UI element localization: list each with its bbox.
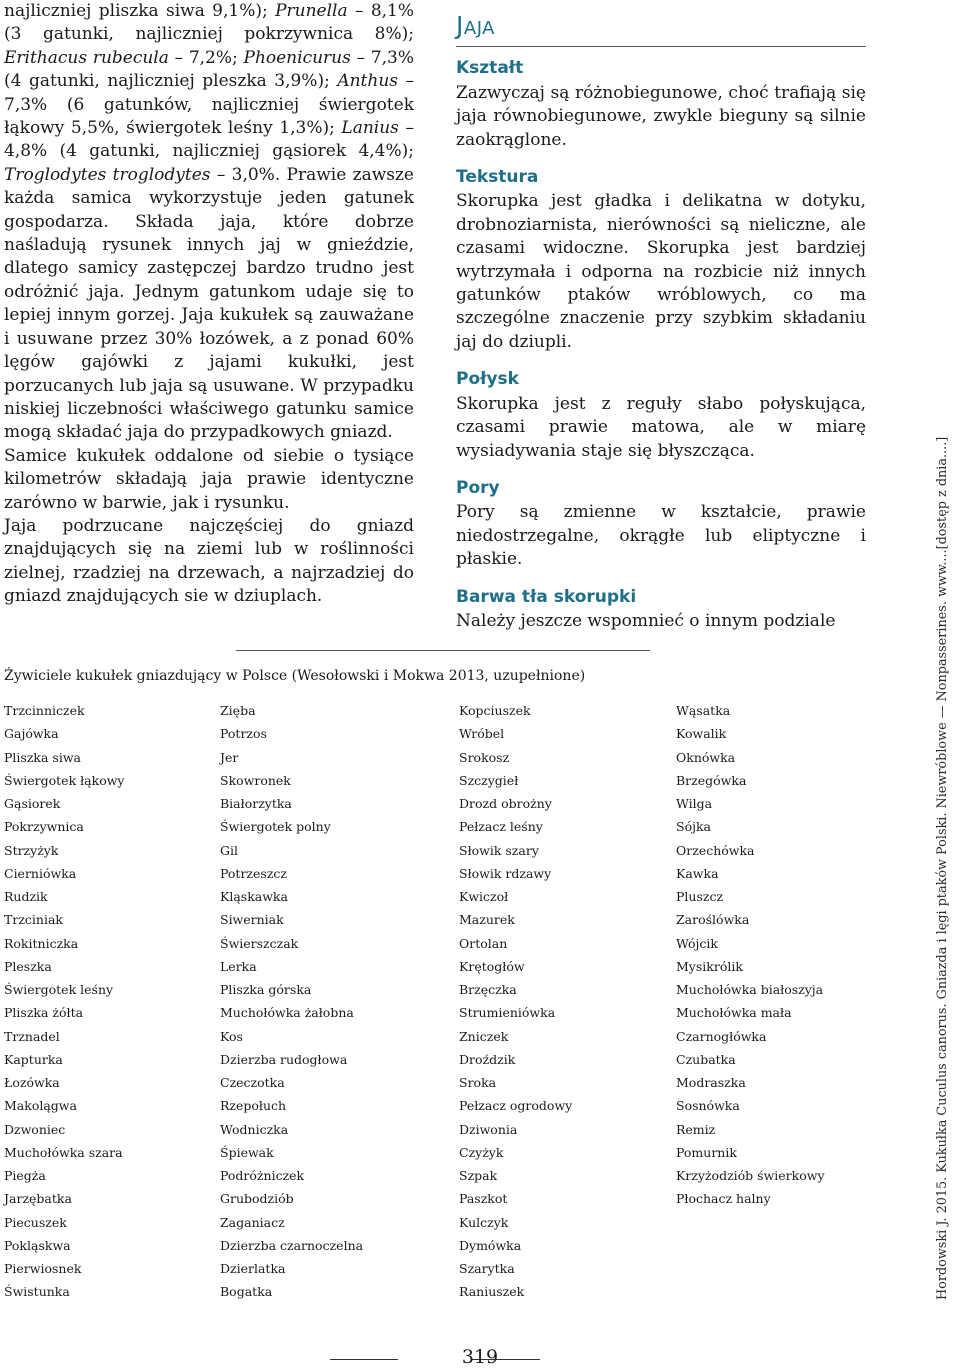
table-cell: Czeczotka [220,1075,285,1090]
table-cell: Droździk [459,1051,516,1067]
table-cell: Kapturka [4,1051,63,1067]
table-cell: Słowik szary [459,842,539,858]
taxon-name: Troglodytes troglodytes [4,164,211,185]
taxon-name: Anthus [337,71,398,92]
heading-pores: Pory [456,477,500,498]
table-cell: Podróżniczek [220,1168,305,1183]
table-cell: Piegża [4,1168,46,1183]
table-cell: Kopciuszek [459,703,531,718]
table-cell: Srokosz [459,749,510,765]
text-run: – 3,0%. Prawie zawsze każda samica wykorzystuje jeden gatunek gospodarza. Składa jaja, które dobrze naśladują rysunek innych jaj w gnieździe, dlatego samicy zastępczej bardzo trudno jest odróżnić jaja. Jednym gatunkom udaje się to lepiej innym gorzej. Jaja kukułek są zauważane i usuwane przez 30% łozówek, a z ponad 60% lęgów gajówki z jajami kukułki, jest porzucanych lub jaja są usuwane. W przypadku niskiej liczebności właściwego gatunku samice mogą składać jaja do przypadkowych gniazd. [4,164,414,443]
left-paragraph-2: Samice kukułek oddalone od siebie o tysiące kilometrów składają jaja prawie identyczne zarówno w barwie, jak i rysunku. [4,445,414,513]
table-cell: Sójka [676,819,711,835]
table-cell: Zięba [220,703,256,718]
table-cell: Rudzik [4,889,48,904]
table-cell: Wróbel [459,726,505,742]
text-gloss: Skorupka jest z reguły słabo połyskująca, czasami prawie matowa, ale w miarę wysiadywania staje się błyszcząca. [456,393,866,461]
table-cell: Szpak [459,1168,498,1183]
text-run: – 7,3% (6 gatunków, najliczniej świergotek łąkowy 5,5%, świergotek leśny 1,3%); [4,71,415,139]
table-cell: Dzierlatka [220,1261,286,1276]
table-cell: Pliszka górska [220,982,312,997]
table-cell: Kulczyk [459,1214,509,1230]
table-cell: Zaganiacz [220,1214,285,1230]
table-cell: Pliszka żółta [4,1005,84,1021]
table-cell: Strumieniówka [459,1005,556,1021]
taxon-name: Erithacus rubecula [4,47,169,68]
table-cell: Lerka [220,958,257,974]
table-cell: Strzyżyk [4,842,59,858]
table-cell: Rzepołuch [220,1098,287,1114]
table-cell: Grubodziób [220,1191,294,1207]
taxon-name: Prunella [275,1,348,21]
table-cell: Oknówka [676,749,736,765]
table-cell: Ortolan [459,935,508,951]
table-cell: Bogatka [220,1284,273,1300]
table-cell: Słowik rdzawy [459,865,552,881]
table-cell: Wójcik [676,935,718,951]
left-column [4,0,414,609]
heading-gloss: Połysk [456,369,519,390]
table-cell: Dymówka [459,1237,522,1253]
heading-shape: Kształt [456,58,524,79]
left-paragraph-1 [4,0,414,445]
table-caption: Żywiciele kukułek gniazdujący w Polsce (Wesołowski i Mokwa 2013, uzupełnione) [4,668,586,684]
table-cell: Gajówka [4,726,59,742]
table-column-4 [676,702,825,1214]
text-shape: Zazwyczaj są różnobiegunowe, choć trafiają się jaja równobiegunowe, zwykle bieguny są silnie zaokrąglone. [456,82,866,150]
table-cell: Remiz [676,1121,716,1137]
table-cell: Świergotek polny [220,819,331,835]
table-cell: Muchołówka żałobna [220,1005,354,1021]
table-cell: Dzierzba rudogłowa [220,1051,348,1067]
table-column-1 [4,702,125,1307]
heading-texture: Tekstura [456,167,539,188]
table-cell: Szczygieł [459,772,519,788]
table-column-2 [220,702,363,1307]
table-cell: Dzierzba czarnoczelna [220,1237,364,1253]
text-shell-color: Należy jeszcze wspomnieć o innym podziale [456,610,836,631]
table-cell: Szarytka [459,1261,515,1276]
table-cell: Gąsiorek [4,796,61,811]
table-cell: Krzyżodziób świerkowy [676,1168,825,1183]
table-cell: Siwerniak [220,912,284,928]
table-cell: Pomurnik [676,1144,737,1160]
table-cell: Potrzos [220,726,267,742]
table-cell: Rokitniczka [4,935,79,951]
citation-sidebar: Hordowski J. 2015. Kukułka Cuculus canorus. Gniazda i lęgi ptaków Polski. Niewróblowe — Nonpasserines. www....[dostęp z dnia....] [935,436,950,1300]
text-run: – 4,8% (4 gatunki, najliczniej gąsiorek 4,4%); [4,118,414,162]
page-number: 319 [461,1346,499,1368]
text-run: – 8,1% (3 gatunki, najliczniej pokrzywnica 8%); [4,1,415,45]
table-cell: Świstunka [4,1284,70,1300]
table-cell: Sosnówka [676,1098,740,1114]
table-cell: Krętogłów [459,958,525,974]
table-cell: Muchołówka białoszyja [676,982,824,997]
table-cell: Kląskawka [220,889,288,904]
table-cell: Kowalik [676,726,727,742]
table-cell: Zniczek [459,1028,509,1044]
text-run: najliczniej pliszka siwa 9,1%); [4,1,276,21]
table-cell: Płochacz halny [676,1191,771,1207]
table-cell: Drozd obrożny [459,796,552,811]
divider [236,650,650,651]
table-cell: Świergotek leśny [4,982,114,997]
right-column [456,11,866,633]
table-cell: Pierwiosnek [4,1261,82,1276]
table-cell: Modraszka [676,1075,746,1090]
title-initial: J [456,11,464,40]
table-cell: Cierniówka [4,865,77,881]
table-cell: Skowronek [220,772,291,788]
table-cell: Orzechówka [676,842,755,858]
left-paragraph-3: Jaja podrzucane najczęściej do gniazd znajdujących się na ziemi lub w roślinności zielnej, rzadziej na drzewach, a najrzadziej do gniazd znajdujących sie w dziuplach. [4,515,414,607]
table-column-3 [459,702,572,1307]
title-rest: AJA [463,18,495,39]
text-pores: Pory są zmienne w kształcie, prawie niedostrzegalne, okrągłe lub eliptyczne i płaskie. [456,502,866,570]
taxon-name: Lanius [341,118,399,139]
table-cell: Mysikrólik [676,958,743,974]
text-texture: Skorupka jest gładka i delikatna w dotyku, drobnoziarnista, nierówności są nieliczne, ale czasami widoczne. Skorupka jest bardziej wytrzymała i odporna na rozbicie niż innych gatunków ptaków wróblowych, co ma szczególne znaczenie przy szybkim składaniu jaj do dziupli. [456,191,866,352]
table-cell: Jarzębatka [4,1191,72,1207]
table-cell: Dziwonia [459,1121,518,1137]
table-cell: Potrzeszcz [220,865,287,881]
table-cell: Pełzacz ogrodowy [459,1098,573,1114]
table-cell: Muchołówka szara [4,1144,123,1160]
table-cell: Pliszka siwa [4,749,81,765]
table-cell: Kwiczoł [459,889,509,904]
table-cell: Białorzytka [220,796,292,811]
table-cell: Raniuszek [459,1284,525,1300]
text-run: – 7,2%; [168,47,244,68]
table-cell: Sroka [459,1075,497,1090]
table-cell: Wąsatka [676,703,731,718]
table-cell: Pełzacz leśny [459,819,543,835]
table-cell: Brzegówka [676,772,747,788]
table-cell: Kos [220,1028,243,1044]
table-cell: Wilga [676,796,713,811]
table-cell: Gil [220,842,238,858]
table-cell: Świerszczak [220,935,299,951]
table-cell: Piecuszek [4,1214,67,1230]
table-cell: Pokląskwa [4,1237,71,1253]
heading-shell-color: Barwa tła skorupki [456,586,637,607]
table-cell: Trznadel [4,1028,60,1044]
table-cell: Jer [220,749,239,765]
table-cell: Wodniczka [220,1121,289,1137]
table-cell: Paszkot [459,1191,508,1207]
table-cell: Pleszka [4,958,52,974]
table-cell: Śpiewak [220,1144,274,1160]
table-cell: Brzęczka [459,982,517,997]
table-cell: Kawka [676,865,719,881]
table-cell: Muchołówka mała [676,1005,792,1021]
text-run: – 7,3% (4 gatunki, najliczniej pleszka 3,9%); [4,47,414,92]
table-cell: Mazurek [459,912,515,928]
taxon-name: Phoenicurus [243,47,351,68]
table-cell: Dzwoniec [4,1121,66,1137]
table-cell: Pokrzywnica [4,819,84,835]
table-cell: Zaroślówka [676,912,750,928]
section-title [456,11,866,47]
table-cell: Świergotek łąkowy [4,772,125,788]
table-cell: Czubatka [676,1051,736,1067]
table-cell: Makolągwa [4,1098,77,1114]
table-cell: Trzcinniczek [4,703,85,718]
table-cell: Łozówka [4,1075,60,1090]
table-cell: Czyżyk [459,1144,504,1160]
table-cell: Trzciniak [4,912,63,928]
table-cell: Czarnogłówka [676,1028,767,1044]
table-cell: Pluszcz [676,889,724,904]
